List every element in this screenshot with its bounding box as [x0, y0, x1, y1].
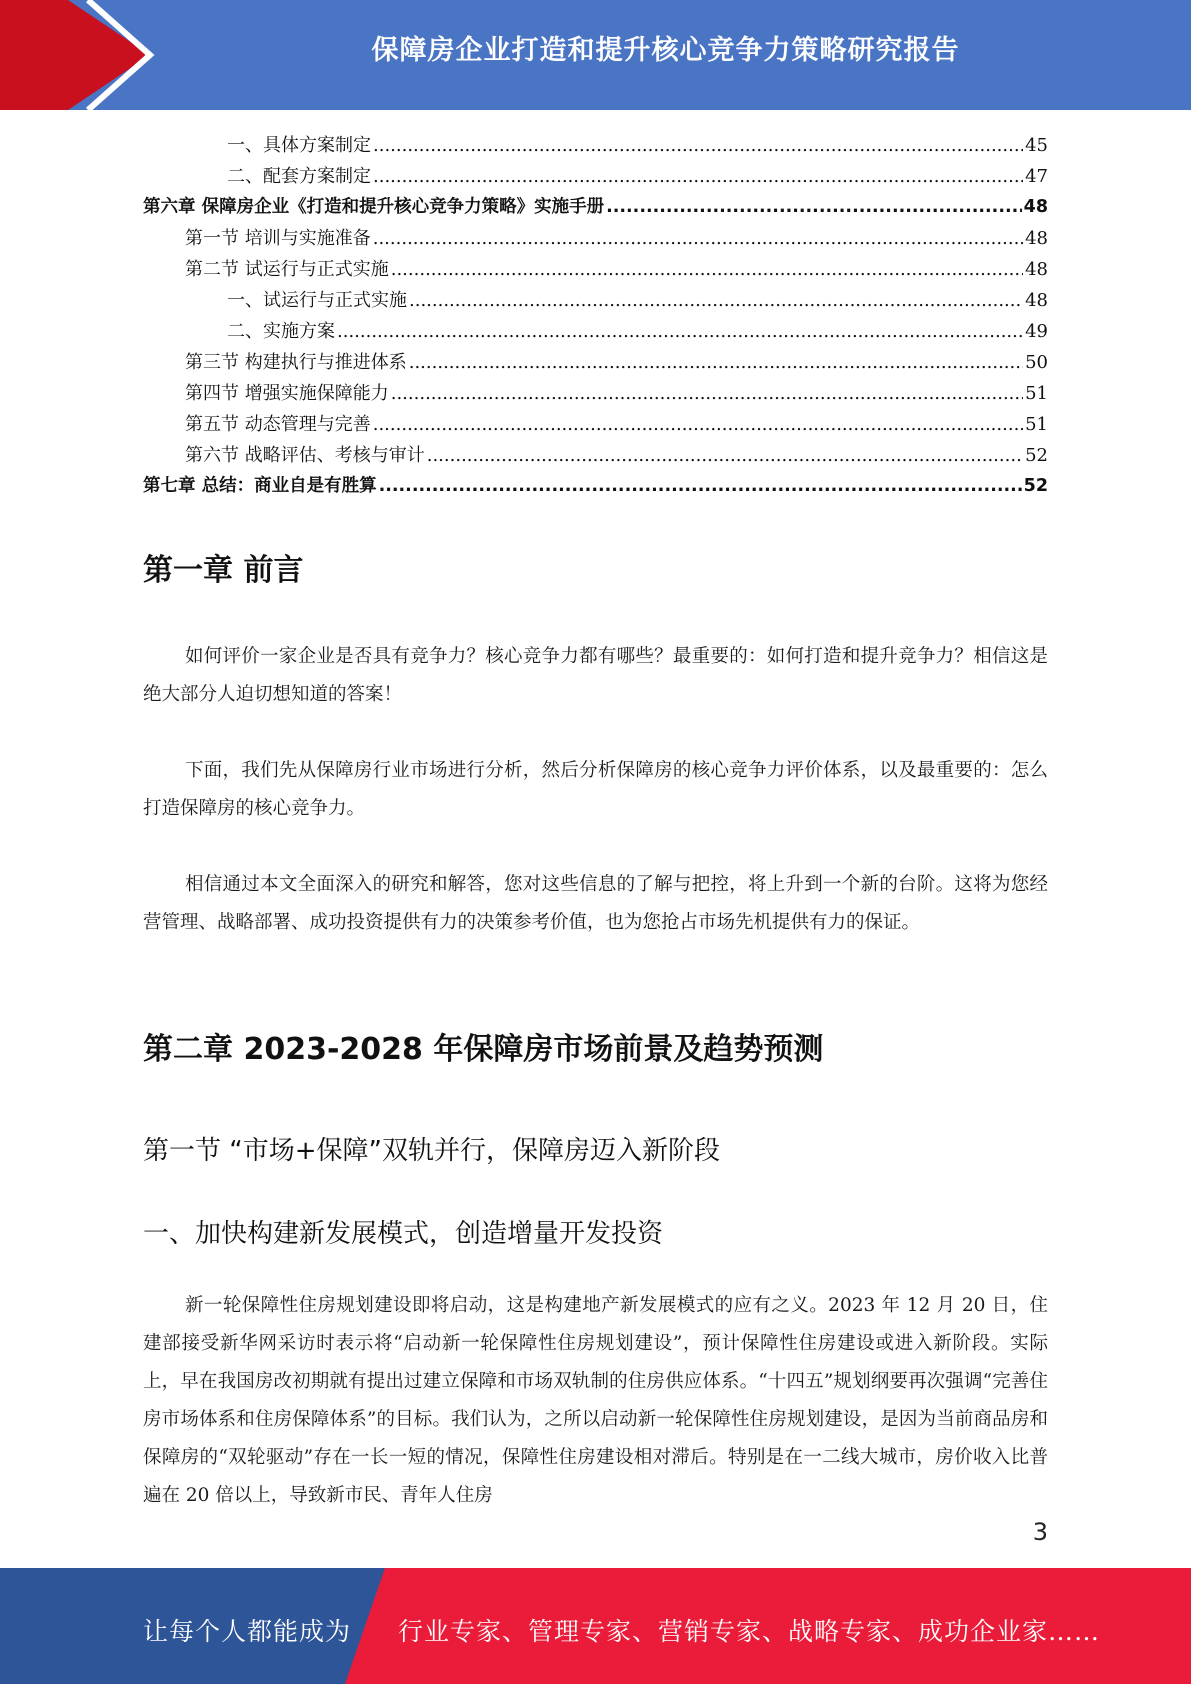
toc-entry-title: 第七章 总结：商业自是有胜算: [143, 476, 377, 496]
paragraph: 相信通过本文全面深入的研究和解答，您对这些信息的了解与把控，将上升到一个新的台阶。这将为您经营管理、战略部署、成功投资提供有力的决策参考价值，也为您抢占市场先机提供有力的保证。: [143, 874, 1048, 933]
toc-entry-title: 二、配套方案制定: [227, 166, 371, 187]
toc-entry-title: 第六节 战略评估、考核与审计: [185, 445, 425, 466]
toc-entry-title: 第六章 保障房企业《打造和提升核心竞争力策略》实施手册: [143, 197, 605, 217]
toc-entry[interactable]: [143, 130, 1048, 161]
paragraph: 如何评价一家企业是否具有竞争力？核心竞争力都有哪些？最重要的：如何打造和提升竞争力？相信这是绝大部分人迫切想知道的答案！: [143, 646, 1048, 705]
toc-entry-page: 52: [1023, 476, 1048, 496]
toc-leader-dots: [379, 471, 1022, 502]
toc-entry[interactable]: [143, 192, 1048, 223]
toc-leader-dots: [337, 316, 1023, 347]
toc-entry-page: 52: [1025, 445, 1048, 466]
report-title: 保障房企业打造和提升核心竞争力策略研究报告: [371, 35, 960, 66]
toc-entry-page: 49: [1025, 321, 1048, 342]
toc-entry-page: 47: [1025, 166, 1048, 187]
toc-entry-title: 第四节 增强实施保障能力: [185, 383, 389, 404]
toc-entry-page: 48: [1023, 197, 1048, 217]
toc-leader-dots: [427, 440, 1023, 471]
toc-leader-dots: [373, 130, 1023, 161]
toc-entry-page: 48: [1025, 228, 1048, 249]
toc-entry[interactable]: [143, 254, 1048, 285]
page-header: [0, 0, 1191, 110]
toc-leader-dots: [391, 254, 1023, 285]
paragraph: 下面，我们先从保障房行业市场进行分析，然后分析保障房的核心竞争力评价体系，以及最重要的：怎么打造保障房的核心竞争力。: [143, 760, 1048, 819]
paragraph: 新一轮保障性住房规划建设即将启动，这是构建地产新发展模式的应有之义。2023 年 12 月 20 日，住建部接受新华网采访时表示将“启动新一轮保障性住房规划建设”，预计保障性住房建设或进入新阶段。实际上，早在我国房改初期就有提出过建立保障和市场双轨制的住房供应体系。“十四五”规划纲要再次强调“完善住房市场体系和住房保障体系”的目标。我们认为，之所以启动新一轮保障性住房规划建设，是因为当前商品房和保障房的“双轮驱动”存在一长一短的情况，保障性住房建设相对滞后。特别是在一二线大城市，房价收入比普遍在 20 倍以上，导致新市民、青年人住房: [143, 1295, 1048, 1506]
toc-entry[interactable]: [143, 440, 1048, 471]
footer-slogan-left: 让每个人都能成为: [143, 1617, 352, 1646]
toc-entry[interactable]: [143, 316, 1048, 347]
toc-entry-title: 一、试运行与正式实施: [227, 290, 407, 311]
toc-entry-title: 二、实施方案: [227, 321, 335, 342]
toc-entry-page: 48: [1025, 290, 1048, 311]
table-of-contents: [143, 130, 1048, 502]
toc-leader-dots: [373, 161, 1023, 192]
toc-entry[interactable]: [143, 471, 1048, 502]
section-heading: 第一节 “市场+保障”双轨并行，保障房迈入新阶段: [143, 1136, 720, 1166]
toc-entry-title: 第五节 动态管理与完善: [185, 414, 371, 435]
toc-leader-dots: [606, 192, 1022, 223]
toc-entry[interactable]: [143, 285, 1048, 316]
toc-entry-page: 48: [1025, 259, 1048, 280]
chapter-1-heading: 第一章 前言: [143, 553, 304, 588]
toc-entry-title: 一、具体方案制定: [227, 135, 371, 156]
page-number: 3: [1032, 1518, 1048, 1546]
toc-entry-page: 51: [1025, 414, 1048, 435]
toc-entry[interactable]: [143, 161, 1048, 192]
footer-slogan-right: 行业专家、管理专家、营销专家、战略专家、成功企业家……: [398, 1617, 1101, 1646]
subsection-heading: 一、加快构建新发展模式，创造增量开发投资: [143, 1219, 664, 1249]
toc-entry-page: 50: [1025, 352, 1048, 373]
toc-entry-title: 第三节 构建执行与推进体系: [185, 352, 407, 373]
toc-entry-page: 45: [1025, 135, 1048, 156]
toc-entry-title: 第一节 培训与实施准备: [185, 228, 371, 249]
toc-entry[interactable]: [143, 409, 1048, 440]
toc-entry-title: 第二节 试运行与正式实施: [185, 259, 389, 280]
toc-entry[interactable]: [143, 347, 1048, 378]
toc-leader-dots: [373, 223, 1023, 254]
toc-leader-dots: [409, 285, 1023, 316]
toc-leader-dots: [373, 409, 1023, 440]
toc-leader-dots: [391, 378, 1023, 409]
toc-entry-page: 51: [1025, 383, 1048, 404]
toc-entry[interactable]: [143, 378, 1048, 409]
chapter-2-heading: 第二章 2023-2028 年保障房市场前景及趋势预测: [143, 1032, 824, 1067]
toc-entry[interactable]: [143, 223, 1048, 254]
page-footer: [0, 1568, 1191, 1684]
toc-leader-dots: [409, 347, 1023, 378]
